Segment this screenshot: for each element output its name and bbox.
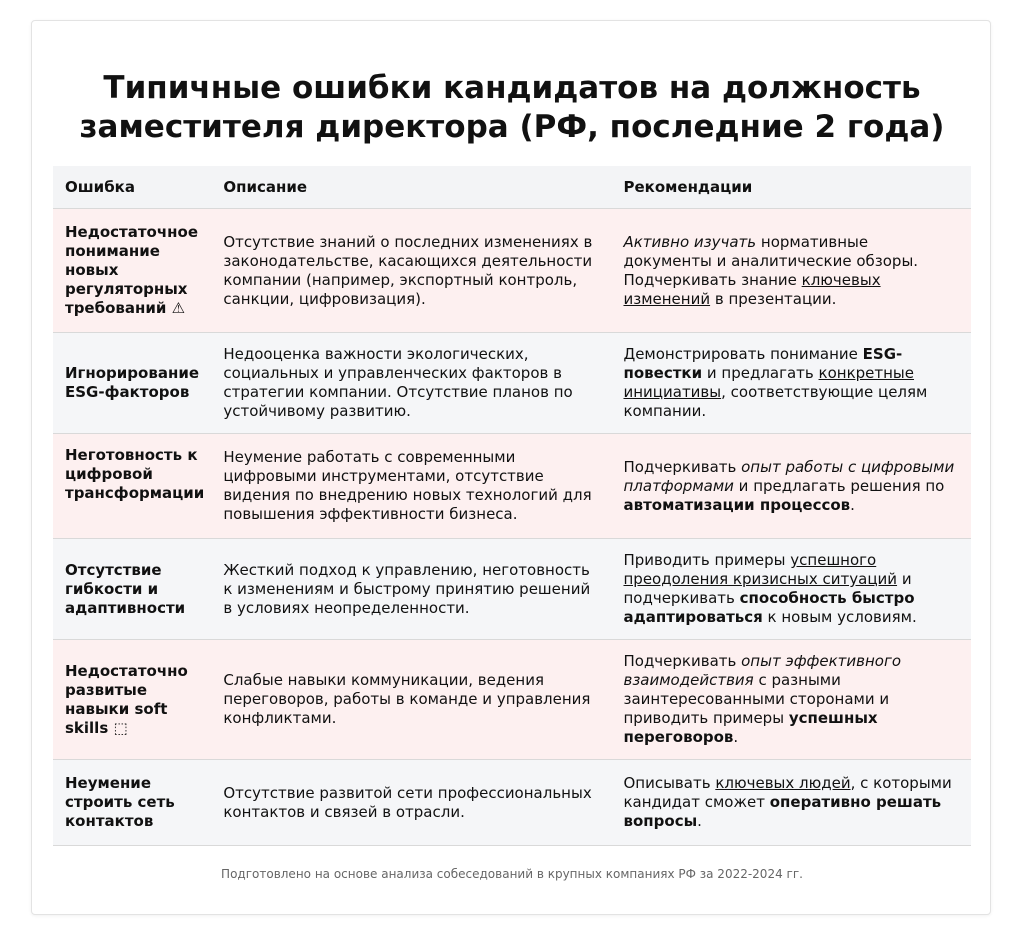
error-cell: Игнорирование ESG-факторов: [53, 333, 211, 434]
table-row: [53, 209, 971, 333]
rec-underline: конкретные инициативы: [623, 364, 915, 401]
rec-underline: ключевых изменений: [623, 270, 881, 308]
description-cell: Отсутствие знаний о последних изменениях в законодательстве, касающихся деятельности компании (например, экспортный контроль, санкции, цифровизация).: [211, 209, 611, 333]
rec-bold: оперативно решать вопросы: [623, 793, 942, 830]
error-cell: Отсутствие гибкости и адаптивности: [53, 539, 211, 640]
recommendation-cell: [611, 539, 971, 640]
table-row: [53, 539, 971, 640]
warning-icon: ⚠: [171, 299, 186, 317]
rec-text: Описывать: [623, 774, 716, 792]
rec-underline: ключевых людей: [715, 774, 851, 792]
error-cell: Неготовность к цифровой трансформации: [53, 434, 211, 539]
rec-text: в презентации.: [710, 289, 837, 308]
rec-text: к новым условиям.: [762, 608, 917, 626]
rec-text: , соответствующие целям компании.: [623, 383, 928, 420]
rec-text: с разными заинтересованными сторонами и приводить примеры: [623, 671, 890, 727]
rec-emphasis: опыт работы с цифровыми платформами: [623, 457, 955, 495]
header-recommendations: Рекомендации: [611, 166, 971, 209]
rec-underline: успешного преодоления кризисных ситуаций: [623, 551, 898, 588]
rec-bold: способность быстро адаптироваться: [623, 589, 915, 626]
rec-text: нормативные документы и аналитические обзоры. Подчеркивать знание: [623, 232, 919, 289]
table-header-row: [53, 166, 971, 209]
missing-glyph-icon: ⬚: [113, 718, 128, 737]
description-cell: Отсутствие развитой сети профессиональных контактов и связей в отрасли.: [211, 760, 611, 846]
rec-text: и подчеркивать: [623, 570, 912, 607]
description-cell: Неумение работать с современными цифровыми инструментами, отсутствие видения по внедрению новых технологий для повышения эффективности бизнеса.: [211, 434, 611, 539]
rec-bold: успешных переговоров: [623, 709, 878, 746]
table-row: [53, 333, 971, 434]
rec-text: и предлагать: [702, 364, 819, 382]
rec-text: и предлагать решения по: [733, 476, 945, 495]
content-card: [31, 20, 991, 915]
recommendation-cell: [611, 209, 971, 333]
rec-text: .: [733, 728, 739, 746]
recommendation-cell: [611, 434, 971, 539]
rec-bold: автоматизации процессов: [623, 495, 851, 514]
recommendation-cell: [611, 333, 971, 434]
description-cell: Недооценка важности экологических, социальных и управленческих факторов в стратегии компании. Отсутствие планов по устойчивому развитию.: [211, 333, 611, 434]
rec-emphasis: опыт эффективного взаимодействия: [623, 652, 901, 689]
rec-text: Подчеркивать: [623, 457, 742, 476]
rec-bold: ESG-повестки: [623, 345, 903, 382]
table-row: [53, 640, 971, 760]
rec-text: .: [850, 495, 855, 514]
rec-text: , с которыми кандидат сможет: [623, 774, 952, 811]
error-cell: [53, 640, 211, 760]
error-cell: Неумение строить сеть контактов: [53, 760, 211, 846]
rec-emphasis: Активно изучать: [623, 232, 757, 251]
recommendation-cell: [611, 640, 971, 760]
description-cell: Жесткий подход к управлению, неготовность к изменениям и быстрому принятию решений в условиях неопределенности.: [211, 539, 611, 640]
rec-text: Приводить примеры: [623, 551, 791, 569]
rec-text: Подчеркивать: [623, 652, 742, 670]
header-description: Описание: [211, 166, 611, 209]
table-row: [53, 760, 971, 846]
description-cell: Слабые навыки коммуникации, ведения переговоров, работы в команде и управления конфликтами.: [211, 640, 611, 760]
rec-text: .: [697, 812, 702, 830]
page-title: Типичные ошибки кандидатов на должность заместителя директора (РФ, последние 2 года): [79, 70, 945, 145]
table-row: [53, 434, 971, 539]
rec-text: Демонстрировать понимание: [623, 345, 863, 363]
recommendation-cell: [611, 760, 971, 846]
header-error: Ошибка: [53, 166, 211, 209]
errors-table: [53, 166, 971, 846]
error-text: Недостаточно развитые навыки soft skills: [65, 661, 188, 737]
error-text: Недостаточное понимание новых регуляторных требований: [65, 223, 198, 317]
footer-note: Подготовлено на основе анализа собеседований в крупных компаниях РФ за 2022-2024 гг.: [221, 867, 803, 881]
error-cell: [53, 209, 211, 333]
